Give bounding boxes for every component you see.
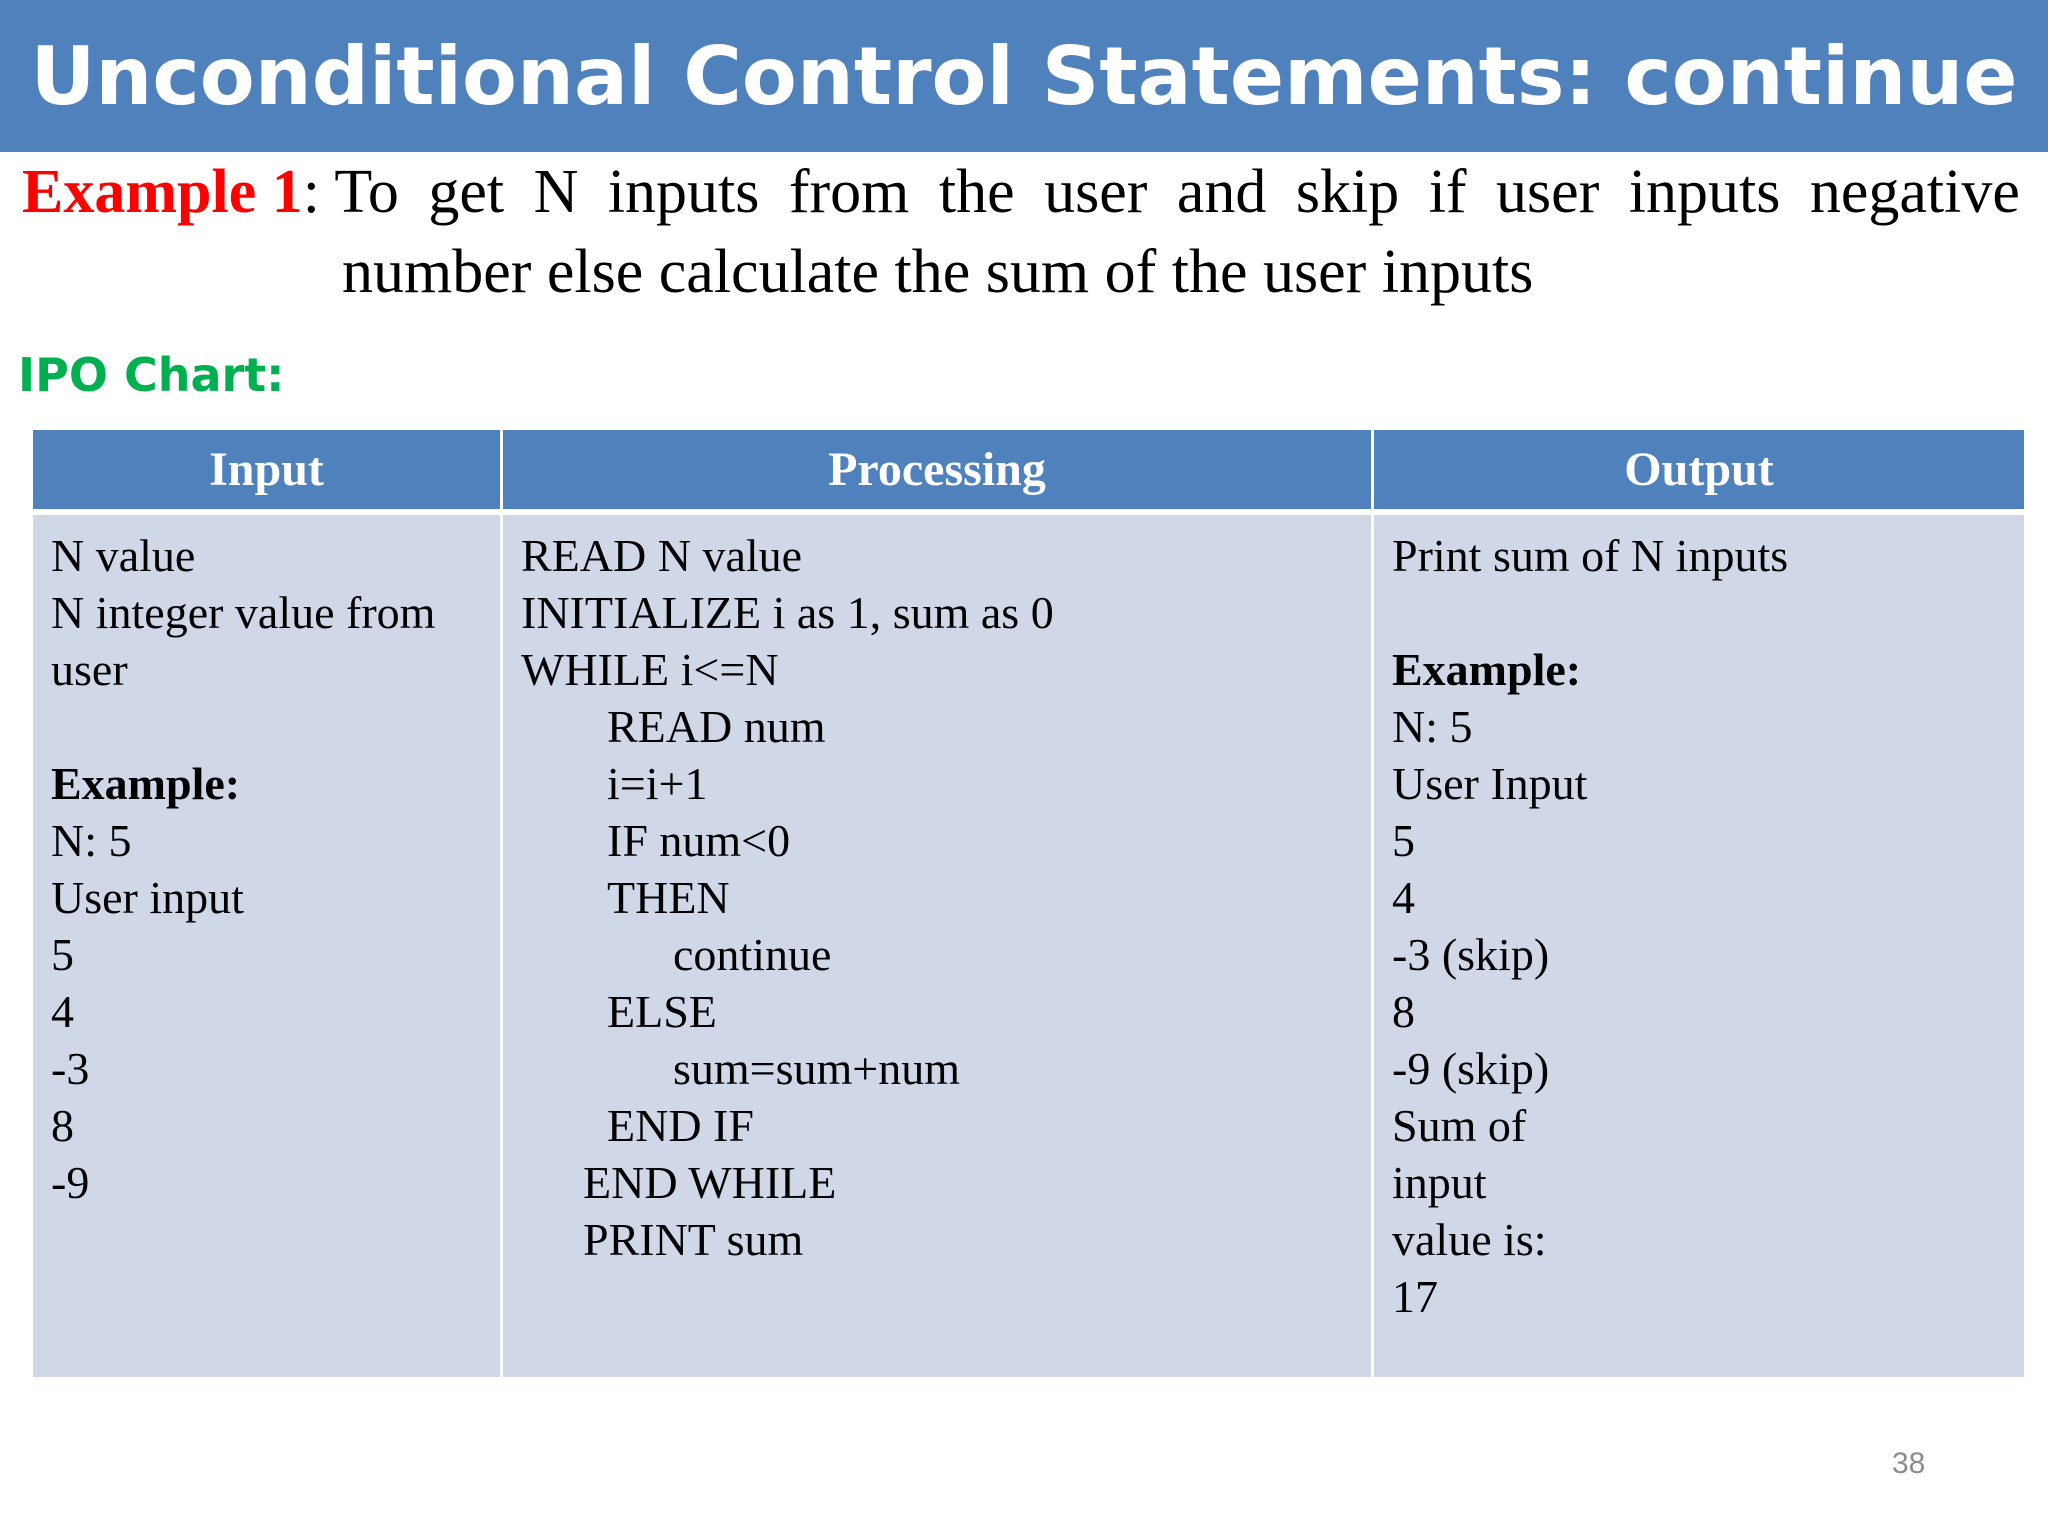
page-number: 38 — [1892, 1447, 1926, 1480]
example-word: if — [1428, 158, 1467, 226]
blank-line — [1392, 584, 2006, 641]
output-value: 4 — [1392, 872, 1415, 923]
pseudocode-line: IF num<0 — [607, 815, 791, 866]
pseudocode-line: READ N value — [521, 530, 803, 581]
output-sum-line: input — [1392, 1157, 1487, 1208]
example-word: the — [938, 158, 1015, 226]
pseudocode-line: sum=sum+num — [673, 1043, 961, 1094]
output-n-value: N: 5 — [1392, 701, 1473, 752]
pseudocode-line: ELSE — [607, 986, 717, 1037]
header-output: Output — [1373, 429, 2026, 513]
pseudocode-line: i=i+1 — [607, 758, 708, 809]
processing-cell — [502, 512, 1373, 1379]
example-word: user — [1496, 158, 1600, 226]
pseudocode-line: READ num — [607, 701, 826, 752]
ipo-body-row — [32, 512, 2026, 1379]
example-word: N — [533, 158, 579, 226]
example-word: inputs — [607, 158, 760, 226]
output-value: 5 — [1392, 815, 1415, 866]
input-value: 8 — [51, 1100, 74, 1151]
output-value: -9 (skip) — [1392, 1043, 1550, 1094]
input-line: N value — [51, 530, 196, 581]
example-word: : To — [302, 158, 399, 226]
slide-title: Unconditional Control Statements: continue — [30, 29, 2018, 123]
pseudocode-line: continue — [673, 929, 832, 980]
header-input: Input — [32, 429, 502, 513]
example-statement — [22, 152, 2020, 312]
input-value: -9 — [51, 1157, 90, 1208]
example-label: Example 1 — [22, 158, 303, 226]
example-word: skip — [1295, 158, 1400, 226]
pseudocode-line: END WHILE — [583, 1157, 837, 1208]
pseudocode-line: THEN — [607, 872, 730, 923]
output-sum-line: value is: — [1392, 1214, 1547, 1265]
output-cell — [1373, 512, 2026, 1379]
example-word: inputs — [1628, 158, 1781, 226]
output-user-input-label: User Input — [1392, 758, 1588, 809]
output-value: -3 (skip) — [1392, 929, 1550, 980]
example-word: and — [1176, 158, 1267, 226]
pseudocode-line: PRINT sum — [583, 1214, 804, 1265]
input-cell — [32, 512, 502, 1379]
title-bar — [0, 0, 2048, 152]
input-line: user — [51, 644, 128, 695]
pseudocode-line: END IF — [607, 1100, 754, 1151]
example-word: negative — [1809, 158, 2020, 226]
example-word: get — [428, 158, 505, 226]
output-sum-line: Sum of — [1392, 1100, 1527, 1151]
ipo-chart-label: IPO Chart: — [18, 348, 285, 402]
output-value: 8 — [1392, 986, 1415, 1037]
example-word: from — [788, 158, 910, 226]
blank-line — [51, 698, 482, 755]
output-sum-result: 17 — [1392, 1271, 1438, 1322]
pseudocode-line: INITIALIZE i as 1, sum as 0 — [521, 587, 1054, 638]
example-line-2: number else calculate the sum of the user inputs — [342, 238, 1534, 306]
example-line-1 — [22, 152, 2020, 232]
input-value: 5 — [51, 929, 74, 980]
input-value: -3 — [51, 1043, 90, 1094]
pseudocode-line: WHILE i<=N — [521, 644, 779, 695]
input-user-input-label: User input — [51, 872, 244, 923]
input-line: N integer value from — [51, 587, 436, 638]
ipo-header-row — [32, 429, 2026, 513]
output-example-label: Example: — [1392, 644, 1582, 695]
ipo-table — [30, 427, 2027, 1380]
example-word: user — [1044, 158, 1148, 226]
input-example-label: Example: — [51, 758, 241, 809]
header-processing: Processing — [502, 429, 1373, 513]
output-line: Print sum of N inputs — [1392, 530, 1789, 581]
input-n-value: N: 5 — [51, 815, 132, 866]
input-value: 4 — [51, 986, 74, 1037]
